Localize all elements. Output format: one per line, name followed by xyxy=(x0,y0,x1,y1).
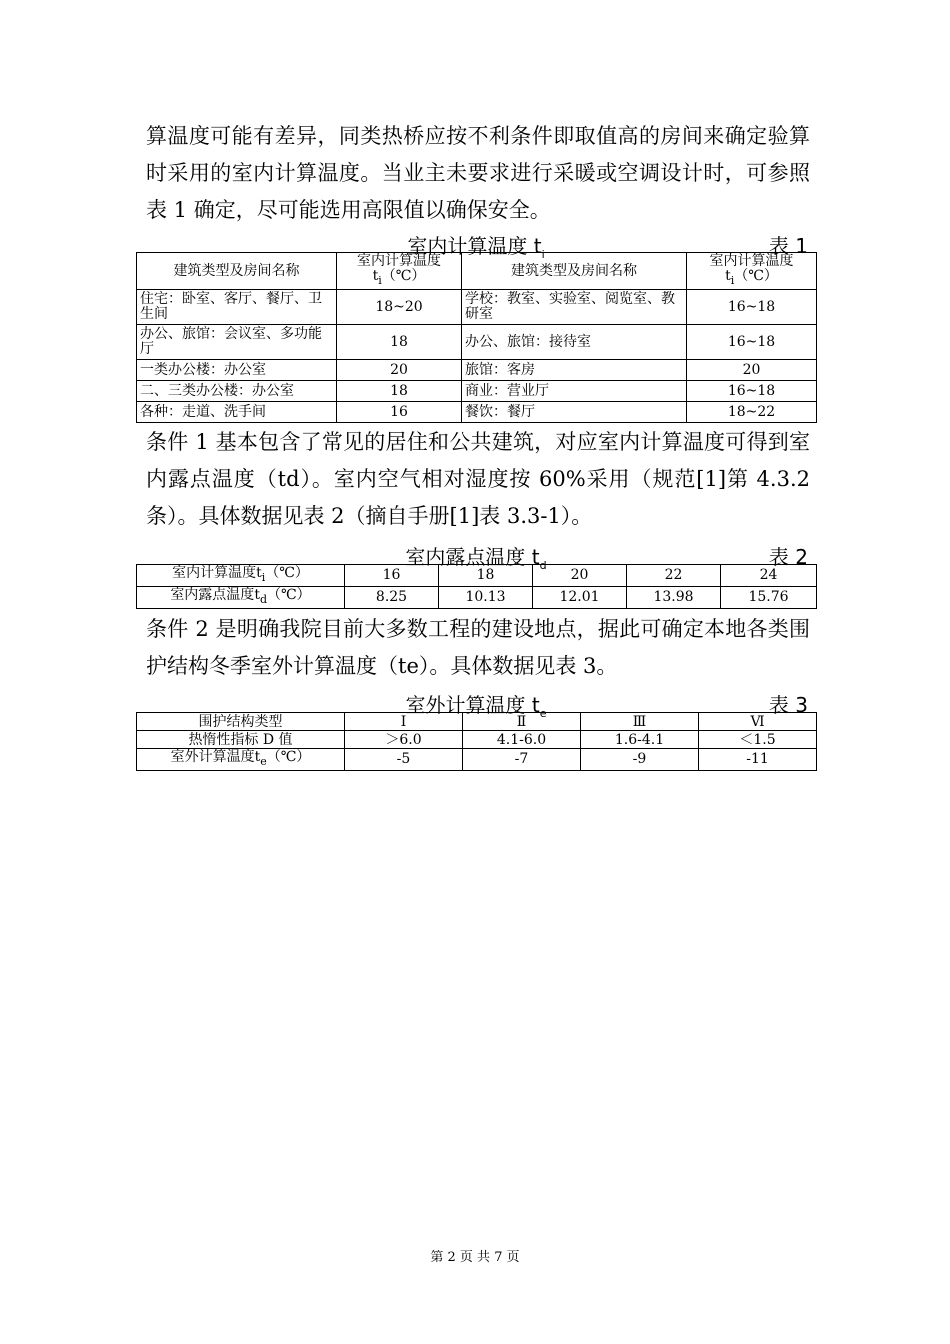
table-cell: 餐饮：餐厅 xyxy=(462,402,687,423)
table-cell: 住宅：卧室、客厅、餐厅、卫生间 xyxy=(137,290,337,325)
table-cell: 20 xyxy=(337,360,462,381)
table2-title: 室内露点温度 $t_d$ xyxy=(405,545,547,572)
table-cell: 18 xyxy=(439,565,533,587)
table-cell: 16~18 xyxy=(687,290,817,325)
table-cell: 办公、旅馆：接待室 xyxy=(462,325,687,360)
table-cell: ＞6.0 xyxy=(345,731,463,749)
table-cell: 办公、旅馆：会议室、多功能厅 xyxy=(137,325,337,360)
table-row xyxy=(137,381,817,402)
table3-title: 室外计算温度 $t_e$ xyxy=(405,693,547,720)
table-cell: 各种：走道、洗手间 xyxy=(137,402,337,423)
table-cell: 16~18 xyxy=(687,325,817,360)
table-cell: ＜1.5 xyxy=(699,731,817,749)
table-row-label: 室内计算温度$t_i(℃)$ xyxy=(137,565,345,587)
table-row-label: 围护结构类型 xyxy=(137,713,345,731)
table-cell: 24 xyxy=(721,565,817,587)
table-row xyxy=(137,586,817,608)
table-cell: 20 xyxy=(687,360,817,381)
table3 xyxy=(136,712,817,771)
table-cell: 18 xyxy=(337,381,462,402)
table-row xyxy=(137,402,817,423)
table2-number: 表 2 xyxy=(768,545,808,569)
table-row xyxy=(137,325,817,360)
table-cell: 二、三类办公楼：办公室 xyxy=(137,381,337,402)
table-cell: -11 xyxy=(699,749,817,771)
table-cell: 一类办公楼：办公室 xyxy=(137,360,337,381)
table-cell: 18~22 xyxy=(687,402,817,423)
table-cell: 22 xyxy=(627,565,721,587)
table-cell: Ⅲ xyxy=(581,713,699,731)
table-cell: Ⅰ xyxy=(345,713,463,731)
table-cell: 旅馆：客房 xyxy=(462,360,687,381)
table1-header-cell: 建筑类型及房间名称 xyxy=(137,253,337,290)
table-row-label: 室外计算温度$t_e(℃)$ xyxy=(137,749,345,771)
table-row xyxy=(137,713,817,731)
paragraph-3: 条件 2 是明确我院目前大多数工程的建设地点，据此可确定本地各类围护结构冬季室外计算温度（te）。具体数据见表 3。 xyxy=(146,617,810,678)
intro-paragraph: 算温度可能有差异，同类热桥应按不利条件即取值高的房间来确定验算时采用的室内计算温度。当业主未要求进行采暖或空调设计时，可参照表 1 确定，尽可能选用高限值以确保安全。 xyxy=(146,124,810,222)
table1-header-row xyxy=(137,253,817,290)
table2 xyxy=(136,564,817,609)
page-footer: 第 2 页 共 7 页 xyxy=(430,1250,520,1265)
table-cell: 16 xyxy=(345,565,439,587)
table-row xyxy=(137,565,817,587)
table3-number: 表 3 xyxy=(768,693,808,717)
table-cell: 8.25 xyxy=(345,586,439,608)
table-cell: -9 xyxy=(581,749,699,771)
table1-title: 室内计算温度 $t_i$ xyxy=(407,234,545,261)
table-cell: -5 xyxy=(345,749,463,771)
table1 xyxy=(136,252,817,423)
table1-header-cell: 建筑类型及房间名称 xyxy=(462,253,687,290)
table-cell: 18~20 xyxy=(337,290,462,325)
table-cell: 12.01 xyxy=(533,586,627,608)
table-cell: 13.98 xyxy=(627,586,721,608)
table-cell: Ⅵ xyxy=(699,713,817,731)
table-cell: 1.6-4.1 xyxy=(581,731,699,749)
table-row xyxy=(137,360,817,381)
table-cell: 15.76 xyxy=(721,586,817,608)
table-cell: 学校：教室、实验室、阅览室、教研室 xyxy=(462,290,687,325)
table-cell: -7 xyxy=(463,749,581,771)
table-row-label: 室内露点温度$t_d(℃)$ xyxy=(137,586,345,608)
table-cell: 16 xyxy=(337,402,462,423)
table-cell: Ⅱ xyxy=(463,713,581,731)
table-cell: 4.1-6.0 xyxy=(463,731,581,749)
table1-header-cell: 室内计算温度 $t_i(℃)$ xyxy=(337,253,462,290)
paragraph-2: 条件 1 基本包含了常见的居住和公共建筑，对应室内计算温度可得到室内露点温度（td）。室内空气相对湿度按 60%采用（规范[1]第 4.3.2 条）。具体数据见表 2（摘自手册[1]表 3.3-1）。 xyxy=(146,430,810,528)
table-cell: 18 xyxy=(337,325,462,360)
table-cell: 20 xyxy=(533,565,627,587)
table1-header-cell: 室内计算温度 $t_i(℃)$ xyxy=(687,253,817,290)
table-row xyxy=(137,731,817,749)
table-row-label: 热惰性指标 D 值 xyxy=(137,731,345,749)
table1-number: 表 1 xyxy=(768,234,808,258)
table-row xyxy=(137,290,817,325)
table-cell: 10.13 xyxy=(439,586,533,608)
table-cell: 商业：营业厅 xyxy=(462,381,687,402)
table-row xyxy=(137,749,817,771)
table-cell: 16~18 xyxy=(687,381,817,402)
